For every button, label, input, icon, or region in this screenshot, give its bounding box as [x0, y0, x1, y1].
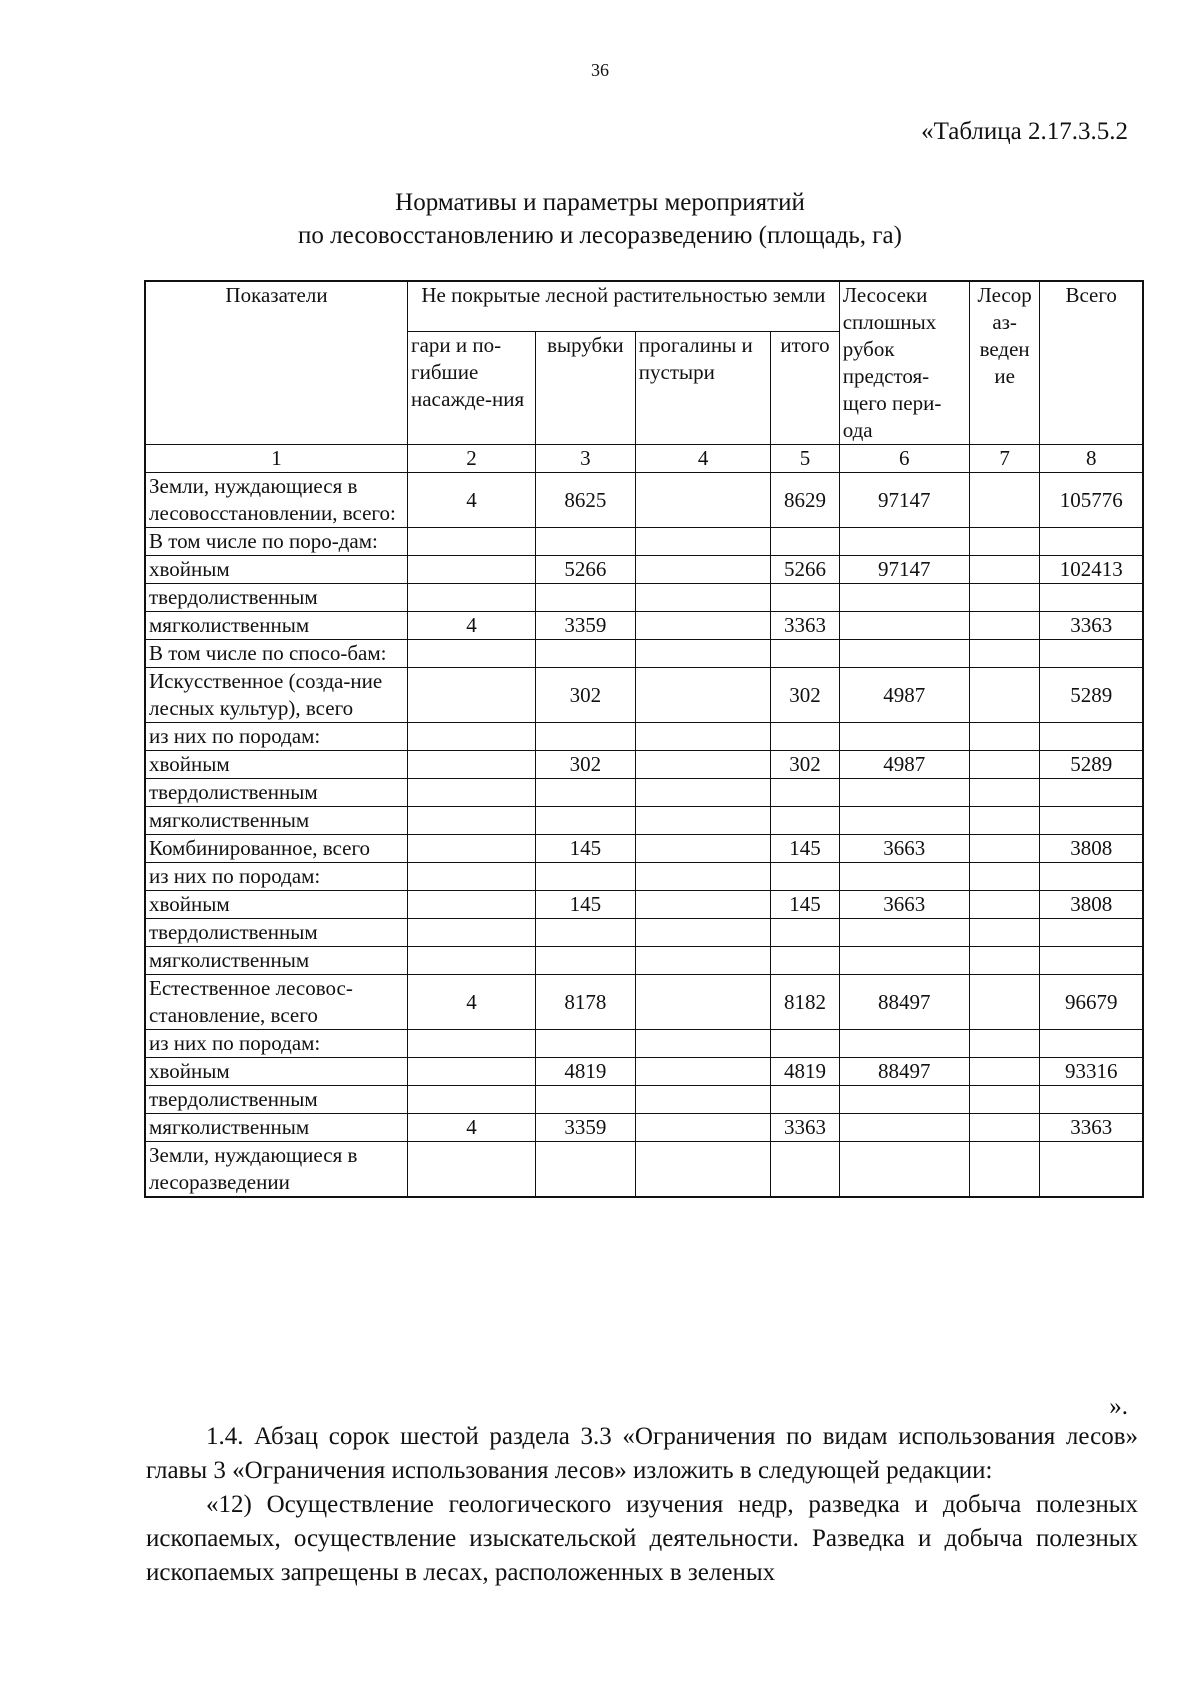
table-row — [145, 556, 1143, 584]
cell-value — [969, 751, 1040, 779]
cell-value: 3363 — [771, 612, 839, 640]
cell-value: 5266 — [771, 556, 839, 584]
header-total: Всего — [1040, 281, 1143, 445]
cell-value — [969, 473, 1040, 528]
cell-value — [408, 1058, 536, 1086]
cell-value — [839, 807, 969, 835]
cell-value — [1040, 807, 1143, 835]
cell-value — [536, 807, 636, 835]
row-label: хвойным — [145, 751, 408, 779]
cell-value — [1040, 1142, 1143, 1198]
cell-value — [536, 640, 636, 668]
cell-value — [408, 556, 536, 584]
cell-value — [969, 528, 1040, 556]
cell-value — [408, 947, 536, 975]
cell-value — [839, 779, 969, 807]
column-number: 1 — [145, 445, 408, 473]
cell-value — [969, 1086, 1040, 1114]
row-label: Искусственное (созда-ние лесных культур), всего — [145, 668, 408, 723]
cell-value: 3363 — [1040, 612, 1143, 640]
cell-value: 3363 — [771, 1114, 839, 1142]
cell-value — [1040, 640, 1143, 668]
row-label: твердолиственным — [145, 1086, 408, 1114]
cell-value — [771, 1142, 839, 1198]
cell-value — [969, 863, 1040, 891]
paragraph-2: «12) Осуществление геологического изучения недр, разведка и добыча полезных ископаемых, осуществление изыскательской деятельности. Разведка и добыча полезных ископаемых запрещены в лесах, расположенных в зеленых — [146, 1491, 1138, 1586]
header-not-covered: Не покрытые лесной растительностью земли — [408, 281, 840, 332]
cell-value — [408, 668, 536, 723]
cell-value — [635, 612, 771, 640]
cell-value — [408, 863, 536, 891]
table-row — [145, 528, 1143, 556]
cell-value: 4819 — [771, 1058, 839, 1086]
cell-value — [635, 1114, 771, 1142]
cell-value: 5289 — [1040, 751, 1143, 779]
table-row — [145, 779, 1143, 807]
cell-value: 145 — [771, 835, 839, 863]
cell-value — [635, 528, 771, 556]
column-number: 6 — [839, 445, 969, 473]
table-row — [145, 807, 1143, 835]
cell-value — [536, 1086, 636, 1114]
cell-value — [771, 528, 839, 556]
table-row — [145, 668, 1143, 723]
cell-value — [839, 919, 969, 947]
closing-quote: ». — [1109, 1393, 1128, 1420]
column-number-row — [145, 445, 1143, 473]
cell-value — [536, 779, 636, 807]
row-label: Земли, нуждающиеся в лесоразведении — [145, 1142, 408, 1198]
table-row — [145, 584, 1143, 612]
cell-value — [635, 1086, 771, 1114]
column-number: 7 — [969, 445, 1040, 473]
header-burnt: гари и по-гибшие насажде-ния — [408, 332, 536, 445]
cell-value — [771, 779, 839, 807]
cell-value — [408, 723, 536, 751]
table-title-line-1: Нормативы и параметры мероприятий — [395, 189, 805, 216]
table-row — [145, 723, 1143, 751]
cell-value — [536, 528, 636, 556]
cell-value — [969, 556, 1040, 584]
cell-value — [536, 584, 636, 612]
row-label: хвойным — [145, 556, 408, 584]
cell-value: 145 — [536, 835, 636, 863]
column-number: 8 — [1040, 445, 1143, 473]
body-text — [146, 1420, 1138, 1590]
table-row — [145, 947, 1143, 975]
row-label: Земли, нуждающиеся в лесовосстановлении, всего: — [145, 473, 408, 528]
cell-value — [635, 473, 771, 528]
table-reference: «Таблица 2.17.3.5.2 — [921, 118, 1128, 145]
cell-value — [635, 584, 771, 612]
cell-value: 3359 — [536, 1114, 636, 1142]
column-number: 4 — [635, 445, 771, 473]
cell-value — [635, 835, 771, 863]
cell-value — [408, 807, 536, 835]
cell-value — [536, 947, 636, 975]
header-clearcuts: Лесосеки сплошных рубок предстоя-щего пери-ода — [839, 281, 969, 445]
table-row — [145, 1114, 1143, 1142]
forest-restoration-table — [144, 280, 1144, 1198]
row-label: В том числе по спосо-бам: — [145, 640, 408, 668]
table-row — [145, 1030, 1143, 1058]
row-label: Естественное лесовос-становление, всего — [145, 975, 408, 1030]
cell-value — [969, 1058, 1040, 1086]
table-row — [145, 863, 1143, 891]
cell-value: 4 — [408, 1114, 536, 1142]
cell-value — [635, 1142, 771, 1198]
cell-value — [969, 947, 1040, 975]
cell-value: 88497 — [839, 975, 969, 1030]
cell-value — [839, 1030, 969, 1058]
table-title — [0, 186, 1200, 252]
cell-value — [635, 1030, 771, 1058]
column-number: 2 — [408, 445, 536, 473]
cell-value — [969, 807, 1040, 835]
cell-value — [969, 723, 1040, 751]
cell-value — [408, 640, 536, 668]
table-row — [145, 612, 1143, 640]
cell-value — [536, 1142, 636, 1198]
cell-value — [635, 779, 771, 807]
cell-value — [408, 891, 536, 919]
cell-value — [408, 1030, 536, 1058]
cell-value: 88497 — [839, 1058, 969, 1086]
table-body — [145, 473, 1143, 1198]
cell-value — [839, 1114, 969, 1142]
cell-value — [969, 919, 1040, 947]
cell-value — [839, 640, 969, 668]
cell-value — [969, 891, 1040, 919]
cell-value: 3359 — [536, 612, 636, 640]
cell-value — [969, 1030, 1040, 1058]
row-label: мягколиственным — [145, 1114, 408, 1142]
cell-value: 4987 — [839, 668, 969, 723]
cell-value — [408, 528, 536, 556]
cell-value — [635, 668, 771, 723]
cell-value: 97147 — [839, 473, 969, 528]
cell-value — [771, 584, 839, 612]
cell-value — [635, 863, 771, 891]
cell-value: 302 — [771, 751, 839, 779]
cell-value: 8178 — [536, 975, 636, 1030]
cell-value: 3663 — [839, 835, 969, 863]
cell-value: 4987 — [839, 751, 969, 779]
row-label: из них по породам: — [145, 723, 408, 751]
cell-value — [839, 863, 969, 891]
cell-value — [969, 640, 1040, 668]
cell-value — [771, 1086, 839, 1114]
cell-value: 8625 — [536, 473, 636, 528]
cell-value — [969, 612, 1040, 640]
cell-value: 3808 — [1040, 835, 1143, 863]
page-number: 36 — [591, 60, 609, 80]
table-row — [145, 473, 1143, 528]
cell-value — [771, 640, 839, 668]
header-indicators: Показатели — [145, 281, 408, 445]
table-row — [145, 975, 1143, 1030]
cell-value — [839, 723, 969, 751]
cell-value — [839, 528, 969, 556]
cell-value: 145 — [771, 891, 839, 919]
cell-value — [635, 1058, 771, 1086]
header-subtotal: итого — [771, 332, 839, 445]
cell-value — [536, 1030, 636, 1058]
row-label: Комбинированное, всего — [145, 835, 408, 863]
row-label: твердолиственным — [145, 919, 408, 947]
table-row — [145, 640, 1143, 668]
cell-value — [1040, 723, 1143, 751]
cell-value — [1040, 528, 1143, 556]
cell-value — [635, 919, 771, 947]
cell-value: 145 — [536, 891, 636, 919]
cell-value — [839, 612, 969, 640]
cell-value — [839, 1142, 969, 1198]
cell-value — [1040, 1030, 1143, 1058]
cell-value: 8629 — [771, 473, 839, 528]
cell-value: 5289 — [1040, 668, 1143, 723]
cell-value — [408, 751, 536, 779]
cell-value — [969, 1142, 1040, 1198]
cell-value — [536, 863, 636, 891]
cell-value — [408, 779, 536, 807]
cell-value — [969, 835, 1040, 863]
cell-value: 96679 — [1040, 975, 1143, 1030]
header-glades: прогалины и пустыри — [635, 332, 771, 445]
cell-value — [536, 723, 636, 751]
column-number: 5 — [771, 445, 839, 473]
cell-value: 3808 — [1040, 891, 1143, 919]
cell-value: 4 — [408, 612, 536, 640]
row-label: хвойным — [145, 891, 408, 919]
cell-value: 3363 — [1040, 1114, 1143, 1142]
row-label: твердолиственным — [145, 779, 408, 807]
table-row — [145, 1142, 1143, 1198]
row-label: из них по породам: — [145, 863, 408, 891]
table-row — [145, 751, 1143, 779]
cell-value — [635, 640, 771, 668]
cell-value — [1040, 947, 1143, 975]
cell-value — [969, 668, 1040, 723]
cell-value — [1040, 584, 1143, 612]
cell-value: 97147 — [839, 556, 969, 584]
cell-value: 105776 — [1040, 473, 1143, 528]
cell-value — [635, 723, 771, 751]
cell-value — [771, 723, 839, 751]
cell-value — [771, 947, 839, 975]
row-label: В том числе по поро-дам: — [145, 528, 408, 556]
cell-value: 302 — [536, 668, 636, 723]
cell-value — [969, 779, 1040, 807]
cell-value — [771, 863, 839, 891]
row-label: хвойным — [145, 1058, 408, 1086]
cell-value: 302 — [536, 751, 636, 779]
cell-value — [635, 975, 771, 1030]
cell-value — [635, 807, 771, 835]
cell-value — [771, 1030, 839, 1058]
cell-value — [408, 919, 536, 947]
cell-value — [839, 584, 969, 612]
cell-value — [408, 584, 536, 612]
cell-value — [536, 919, 636, 947]
cell-value — [839, 1086, 969, 1114]
cell-value — [969, 1114, 1040, 1142]
cell-value: 4 — [408, 473, 536, 528]
cell-value — [839, 947, 969, 975]
row-label: мягколиственным — [145, 807, 408, 835]
cell-value — [635, 751, 771, 779]
cell-value — [635, 947, 771, 975]
cell-value: 102413 — [1040, 556, 1143, 584]
cell-value — [771, 919, 839, 947]
cell-value: 4 — [408, 975, 536, 1030]
cell-value — [1040, 919, 1143, 947]
table-row — [145, 1086, 1143, 1114]
cell-value: 93316 — [1040, 1058, 1143, 1086]
cell-value: 8182 — [771, 975, 839, 1030]
cell-value — [969, 584, 1040, 612]
paragraph-1: 1.4. Абзац сорок шестой раздела 3.3 «Ограничения по видам использования лесов» главы 3 «Ограничения использования лесов» изложить в следующей редакции: — [146, 1423, 1138, 1484]
cell-value: 302 — [771, 668, 839, 723]
cell-value — [1040, 779, 1143, 807]
table-row — [145, 891, 1143, 919]
table-row — [145, 919, 1143, 947]
cell-value: 5266 — [536, 556, 636, 584]
cell-value: 4819 — [536, 1058, 636, 1086]
row-label: из них по породам: — [145, 1030, 408, 1058]
row-label: твердолиственным — [145, 584, 408, 612]
table-row — [145, 835, 1143, 863]
cell-value — [635, 891, 771, 919]
cell-value — [408, 1086, 536, 1114]
header-afforestation: Лесор аз-веден ие — [969, 281, 1040, 445]
column-number: 3 — [536, 445, 636, 473]
cell-value: 3663 — [839, 891, 969, 919]
header-cuttings: вырубки — [536, 332, 636, 445]
cell-value — [771, 807, 839, 835]
cell-value — [408, 835, 536, 863]
row-label: мягколиственным — [145, 612, 408, 640]
cell-value — [408, 1142, 536, 1198]
cell-value — [1040, 1086, 1143, 1114]
cell-value — [1040, 863, 1143, 891]
table-row — [145, 1058, 1143, 1086]
table-title-line-2: по лесовосстановлению и лесоразведению (площадь, га) — [298, 222, 902, 249]
cell-value — [635, 556, 771, 584]
row-label: мягколиственным — [145, 947, 408, 975]
cell-value — [969, 975, 1040, 1030]
